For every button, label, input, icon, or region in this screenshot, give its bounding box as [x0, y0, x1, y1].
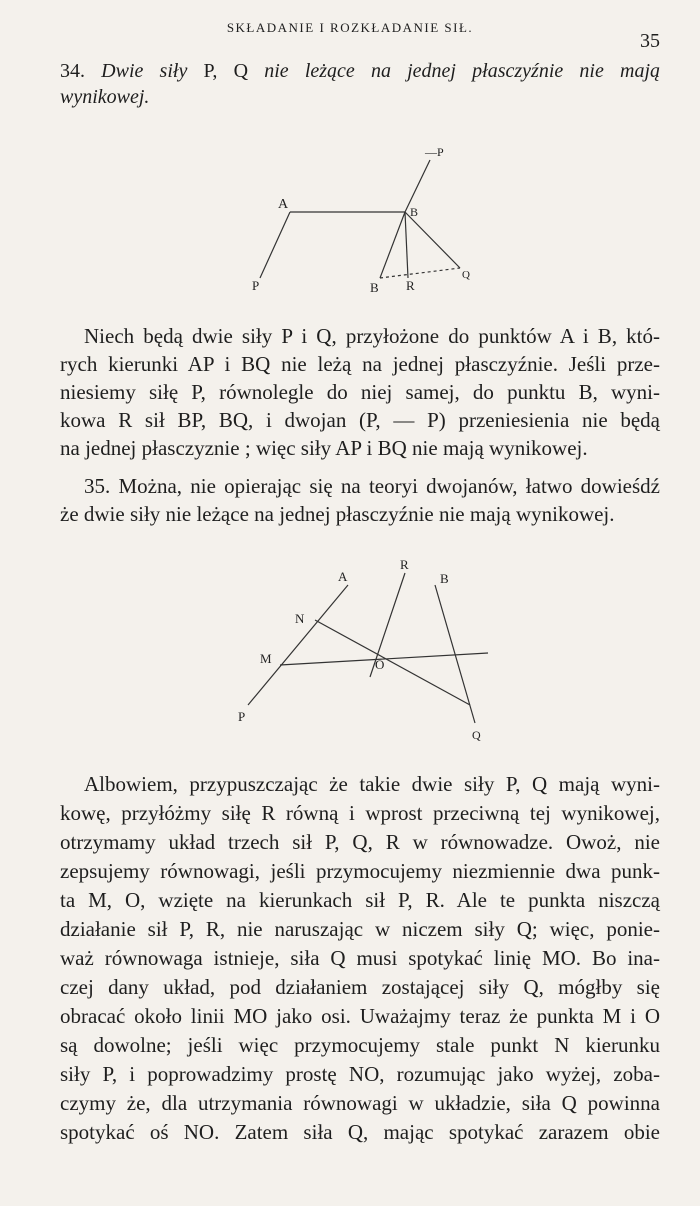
section-title-line2: wynikowej.	[60, 86, 150, 108]
section-title-symbols: P, Q	[203, 60, 249, 82]
running-title: SKŁADANIE I ROZKŁADANIE SIŁ.	[226, 20, 474, 35]
section-title-part1: Dwie siły	[101, 60, 188, 82]
figure-2-diagram	[220, 555, 510, 755]
text-line: działanie sił P, R, nie naruszając w niczem siły Q; więc, ponie-	[60, 917, 660, 941]
label-b: B	[440, 571, 449, 586]
text-line: niesiemy siłę P, równolegle do niej samej, do punktu B, wyni-	[60, 380, 660, 404]
text-line: zepsujemy równowagi, jeśli przymocujemy niezmiennie dwa punk-	[60, 859, 660, 883]
text-line: na jednej płasczyznie ; więc siły AP i BQ nie mają wynikowej.	[60, 436, 588, 460]
label-q: Q	[472, 728, 481, 742]
text-line: 35. Można, nie opierając się na teoryi dwojanów, łatwo dowieśdź	[84, 474, 660, 498]
label-minus-p: —P	[425, 145, 444, 159]
text-line: czej dany układ, pod działaniem zostającej siły Q, mógłby się	[60, 975, 660, 999]
text-line: czymy że, dla utrzymania równowagi w układzie, siła Q powinna	[60, 1091, 660, 1115]
text-line: kowa R sił BP, BQ, i dwojan (P, — P) przeniesienia nie będą	[60, 408, 660, 432]
line-n-o	[315, 620, 470, 705]
label-a: A	[278, 197, 289, 212]
label-n: N	[295, 611, 305, 626]
label-o: O	[375, 657, 385, 672]
text-line: otrzymamy układ trzech sił P, Q, R w równowadze. Owoż, nie	[60, 830, 660, 854]
text-line: są dowolne; jeśli więc przymocujemy stale punkt N kierunku	[60, 1033, 660, 1057]
text-line: siły P, i poprowadzimy prostę NO, rozumując jako wyżej, zoba-	[60, 1062, 660, 1086]
line-b-r	[405, 212, 408, 278]
label-p: P	[252, 278, 260, 293]
text-line: spotykać oś NO. Zatem siła Q, mając spotykać zarazem obie	[60, 1120, 660, 1144]
text-line: kowę, przyłóżmy siłę R równą i wprost przeciwną tej wynikowej,	[60, 801, 660, 825]
line-a-p	[260, 212, 290, 278]
label-a: A	[338, 569, 348, 584]
line-b-q	[405, 212, 460, 268]
text-line: Albowiem, przypuszczając że takie dwie siły P, Q mają wyni-	[84, 772, 660, 796]
paragraph-1	[60, 322, 660, 462]
text-line: waż równowaga istnieje, siła Q musi spotykać linię MO. Bo ina-	[60, 946, 660, 970]
parallelogram-edge	[380, 268, 460, 278]
paragraph-2	[60, 472, 660, 528]
line-p	[248, 585, 348, 705]
section-title-part2: nie leżące na jednej płasczyźnie nie mają	[264, 60, 661, 82]
label-q: Q	[462, 269, 470, 281]
section-number: 34.	[60, 60, 85, 82]
label-r: R	[400, 557, 409, 572]
label-r: R	[406, 278, 415, 293]
text-line: Niech będą dwie siły P i Q, przyłożone do punktów A i B, któ-	[84, 324, 660, 348]
page-number: 35	[640, 30, 660, 52]
text-line: ta M, O, wzięte na kierunkach sił P, R. Ale te punkta niszczą	[60, 888, 660, 912]
text-line: obracać około linii MO jako osi. Uważajmy teraz że punkta M i O	[60, 1004, 660, 1028]
text-line: rych kierunki AP i BQ nie leżą na jednej płasczyźnie. Jeśli prze-	[60, 352, 660, 376]
label-b-lower: B	[370, 280, 379, 295]
paragraph-3	[60, 770, 660, 1147]
label-b: B	[410, 205, 419, 219]
line-b-p	[380, 212, 405, 278]
figure-1-diagram	[230, 140, 490, 300]
label-p: P	[238, 709, 246, 724]
text-line: że dwie siły nie leżące na jednej płasczyźnie nie mają wynikowej.	[60, 502, 615, 526]
label-m: M	[260, 651, 272, 666]
section-34-heading	[60, 58, 660, 110]
